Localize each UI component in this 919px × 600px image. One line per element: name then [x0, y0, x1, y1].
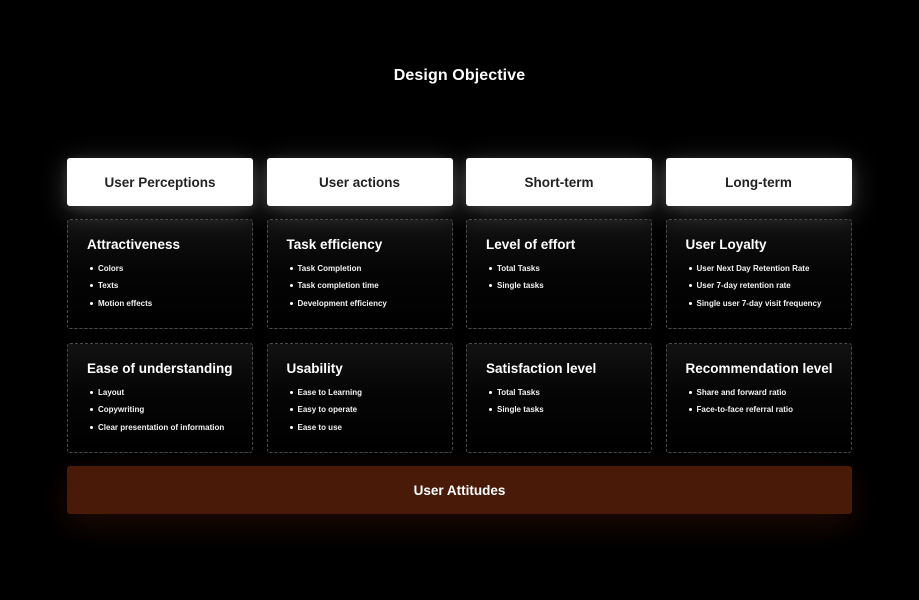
card-title: Ease of understanding — [87, 361, 233, 376]
list-item: User 7-day retention rate — [686, 281, 851, 290]
user-attitudes-bar: User Attitudes — [67, 466, 852, 514]
list-item: Copywriting — [87, 405, 252, 414]
list-item: Development efficiency — [287, 299, 452, 308]
card-title: User Loyalty — [685, 237, 767, 252]
header-user-actions: User actions — [267, 158, 453, 206]
list-item: Ease to Learning — [287, 388, 452, 397]
header-short-term: Short-term — [466, 158, 652, 206]
card-list — [486, 388, 651, 414]
card-title: Level of effort — [486, 237, 576, 252]
card-title: Satisfaction level — [486, 361, 597, 376]
card-level-of-effort — [466, 219, 652, 329]
list-item: Layout — [87, 388, 252, 397]
card-list — [486, 264, 651, 290]
metrics-row-1 — [67, 219, 852, 329]
list-item: Task Completion — [287, 264, 452, 273]
list-item: Single user 7-day visit frequency — [686, 299, 851, 308]
card-list — [686, 264, 851, 308]
list-item: Single tasks — [486, 281, 651, 290]
card-title: Recommendation level — [685, 361, 833, 376]
card-user-loyalty — [666, 219, 852, 329]
page-title: Design Objective — [393, 67, 526, 84]
header-user-perceptions: User Perceptions — [67, 158, 253, 206]
card-title: Usability — [286, 361, 343, 376]
card-title: Task efficiency — [286, 237, 383, 252]
list-item: Colors — [87, 264, 252, 273]
list-item: User Next Day Retention Rate — [686, 264, 851, 273]
list-item: Task completion time — [287, 281, 452, 290]
card-list — [287, 264, 452, 308]
list-item: Total Tasks — [486, 388, 651, 397]
card-recommendation-level — [666, 343, 852, 453]
column-headers — [67, 158, 852, 206]
list-item: Share and forward ratio — [686, 388, 851, 397]
list-item: Texts — [87, 281, 252, 290]
list-item: Motion effects — [87, 299, 252, 308]
list-item: Easy to operate — [287, 405, 452, 414]
list-item: Face-to-face referral ratio — [686, 405, 851, 414]
card-attractiveness — [67, 219, 253, 329]
card-list — [287, 388, 452, 432]
list-item: Clear presentation of information — [87, 423, 252, 432]
metrics-row-2 — [67, 343, 852, 453]
card-list — [87, 264, 252, 308]
card-list — [686, 388, 851, 414]
card-list — [87, 388, 252, 432]
list-item: Ease to use — [287, 423, 452, 432]
card-usability — [267, 343, 453, 453]
card-ease-of-understanding — [67, 343, 253, 453]
list-item: Total Tasks — [486, 264, 651, 273]
card-satisfaction-level — [466, 343, 652, 453]
list-item: Single tasks — [486, 405, 651, 414]
card-title: Attractiveness — [87, 237, 181, 252]
card-task-efficiency — [267, 219, 453, 329]
header-long-term: Long-term — [666, 158, 852, 206]
